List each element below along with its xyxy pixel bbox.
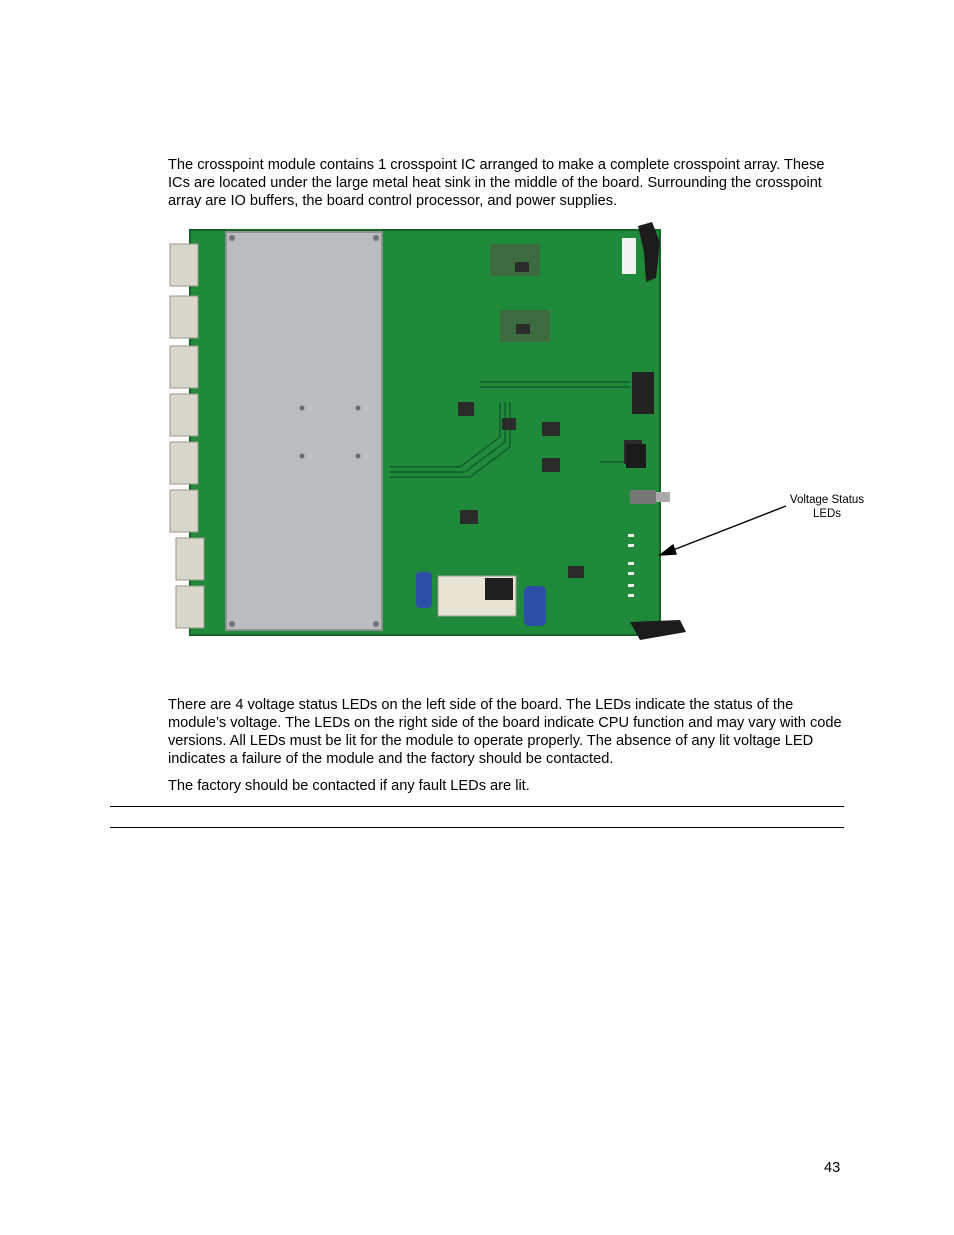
bnc-connector: [630, 490, 656, 504]
factory-note: The factory should be contacted if any fault LEDs are lit.: [168, 778, 530, 794]
heat-sink: [226, 232, 382, 630]
callout-line-2: LEDs: [812, 508, 842, 520]
power-jack: [626, 444, 646, 468]
rj-connectors: [632, 372, 654, 414]
board-photo: [160, 222, 880, 652]
bottom-ejector: [630, 620, 686, 640]
capacitor: [524, 586, 546, 626]
voltage-status-leds-callout: [781, 493, 873, 521]
horizontal-rule: [110, 806, 844, 807]
circuit-board-illustration: [160, 222, 880, 652]
capacitor: [416, 572, 432, 608]
leds-paragraph: There are 4 voltage status LEDs on the left side of the board. The LEDs indicate the status of the module’s voltage. The LEDs on the right side of the board indicate CPU function and may vary with code versions. All LEDs must be lit for the module to operate properly. The absence of any lit voltage LED indicates a failure of the module and the factory should be contacted.: [168, 697, 842, 767]
board-label: [622, 238, 636, 274]
intro-paragraph: The crosspoint module contains 1 crosspoint IC arranged to make a complete crosspoint array. These ICs are located under the large metal heat sink in the middle of the board. Surrounding the crosspoint array are IO buffers, the board control processor, and power supplies.: [168, 157, 825, 209]
callout-arrow: [660, 506, 786, 555]
page-number: 43: [824, 1160, 841, 1176]
horizontal-rule: [110, 827, 844, 828]
callout-line-1: Voltage Status: [789, 494, 865, 506]
